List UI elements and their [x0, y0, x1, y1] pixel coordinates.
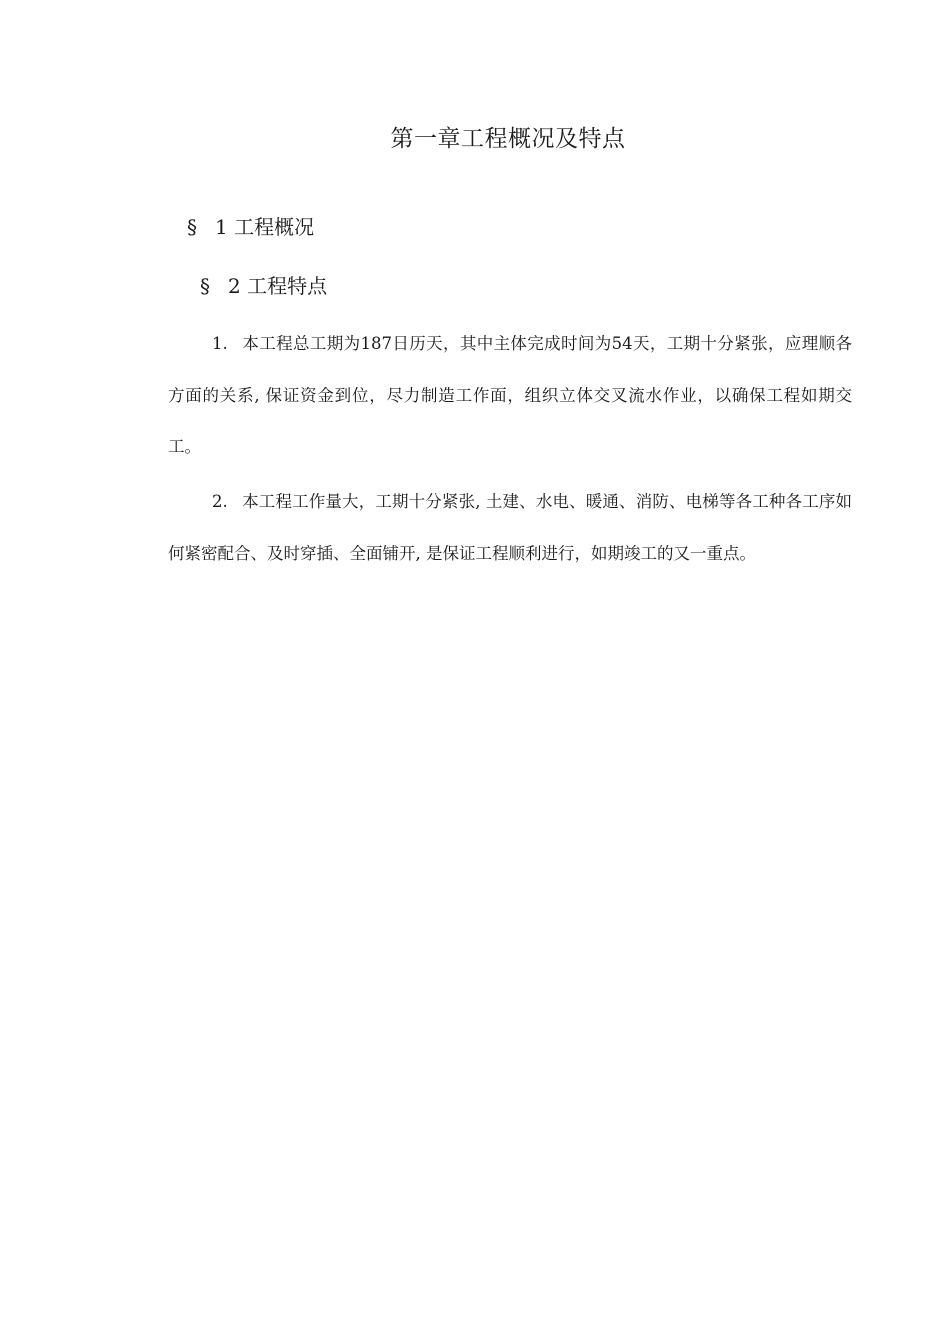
list-item-text: 本工程工作量大，工期十分紧张, 土建、水电、暖通、消防、电梯等各工种各工序如何紧密配合、及时穿插、全面铺开, 是保证工程顺利进行，如期竣工的又一重点。 [168, 492, 852, 563]
list-item-number: 1. [212, 334, 228, 353]
section-symbol: § [187, 215, 197, 239]
section-label: 2 工程特点 [228, 274, 328, 298]
section-heading-overview [187, 213, 314, 241]
list-item-text: 本工程总工期为187日历天，其中主体完成时间为54天，工期十分紧张，应理顺各方面的关系, 保证资金到位，尽力制造工作面，组织立体交叉流水作业，以确保工程如期交工。 [168, 334, 852, 456]
list-item [168, 318, 852, 473]
chapter-title: 第一章工程概况及特点 [390, 126, 626, 152]
section-label: 1 工程概况 [215, 215, 315, 239]
section-heading-features [200, 272, 327, 300]
list-item [168, 476, 852, 579]
section-symbol: § [200, 274, 210, 298]
list-item-number: 2. [212, 492, 228, 511]
